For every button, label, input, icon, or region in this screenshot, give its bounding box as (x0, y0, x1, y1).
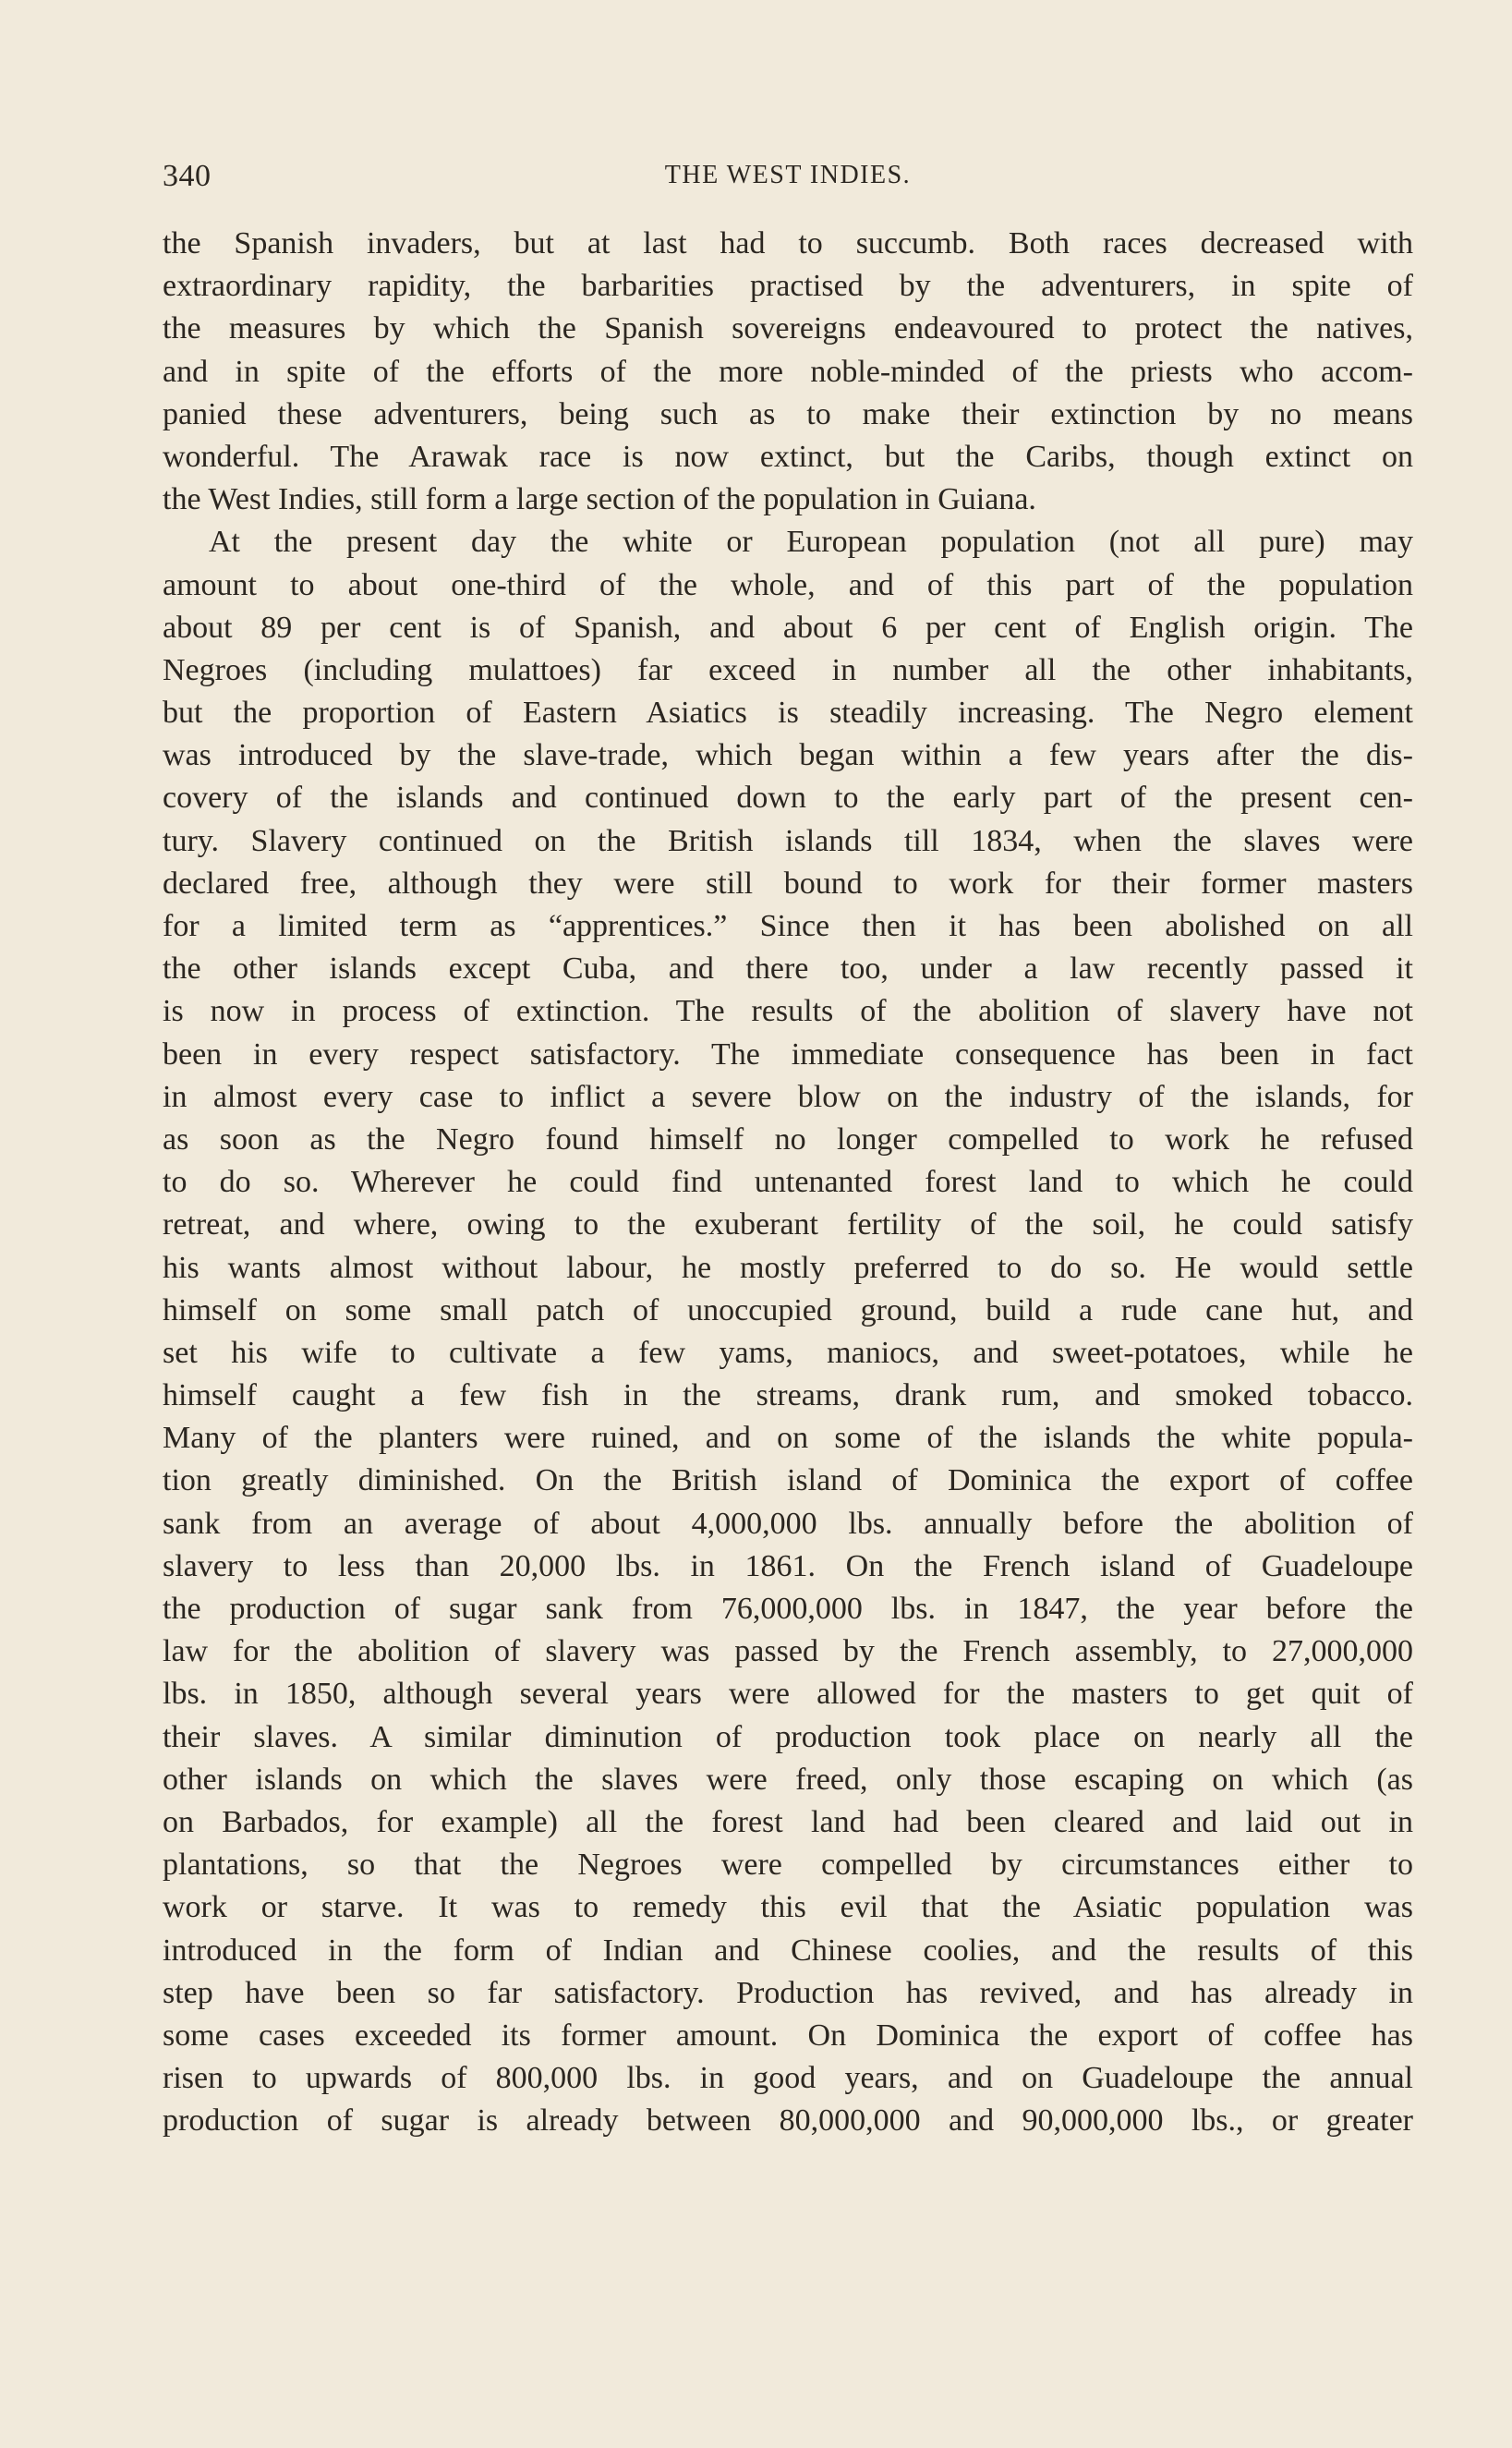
text-line: covery of the islands and continued down to the early part of the present cen- (163, 781, 1413, 816)
text-line: tion greatly diminished. On the British island of Dominica the export of coffee (163, 1463, 1413, 1498)
text-line: and in spite of the efforts of the more noble-minded of the priests who accom- (163, 354, 1413, 389)
text-line: At the present day the white or European population (not all pure) may (209, 525, 1413, 560)
text-line: work or starve. It was to remedy this evil that the Asiatic population was (163, 1890, 1413, 1925)
text-line: tury. Slavery continued on the British islands till 1834, when the slaves were (163, 823, 1413, 858)
text-line: himself on some small patch of unoccupied ground, build a rude cane hut, and (163, 1292, 1413, 1327)
text-line: the measures by which the Spanish sovereigns endeavoured to protect the natives, (163, 311, 1413, 346)
text-line: introduced in the form of Indian and Chinese coolies, and the results of this (163, 1933, 1413, 1968)
text-line: his wants almost without labour, he mostly preferred to do so. He would settle (163, 1250, 1413, 1285)
text-line: lbs. in 1850, although several years were allowed for the masters to get quit of (163, 1677, 1413, 1712)
text-line: law for the abolition of slavery was passed by the French assembly, to 27,000,000 (163, 1634, 1413, 1669)
page-header (163, 159, 1413, 205)
text-line: production of sugar is already between 80,000,000 and 90,000,000 lbs., or greater (163, 2103, 1413, 2139)
text-line: is now in process of extinction. The results of the abolition of slavery have not (163, 994, 1413, 1029)
text-line: Negroes (including mulattoes) far exceed in number all the other inhabitants, (163, 652, 1413, 687)
text-line: the Spanish invaders, but at last had to succumb. Both races decreased with (163, 226, 1413, 261)
text-line: declared free, although they were still bound to work for their former masters (163, 866, 1413, 901)
text-line: step have been so far satisfactory. Production has revived, and has already in (163, 1975, 1413, 2010)
text-line: sank from an average of about 4,000,000 lbs. annually before the abolition of (163, 1506, 1413, 1541)
text-line: in almost every case to inflict a severe blow on the industry of the islands, for (163, 1079, 1413, 1114)
text-line: about 89 per cent is of Spanish, and about 6 per cent of English origin. The (163, 610, 1413, 645)
page-number: 340 (163, 159, 212, 193)
text-line: risen to upwards of 800,000 lbs. in good years, and on Guadeloupe the annual (163, 2061, 1413, 2096)
text-line: was introduced by the slave-trade, which began within a few years after the dis- (163, 738, 1413, 773)
text-line: as soon as the Negro found himself no longer compelled to work he refused (163, 1121, 1413, 1157)
text-line: other islands on which the slaves were freed, only those escaping on which (as (163, 1762, 1413, 1797)
text-line: amount to about one-third of the whole, and of this part of the population (163, 567, 1413, 602)
text-line: for a limited term as “apprentices.” Since then it has been abolished on all (163, 909, 1413, 943)
text-line: been in every respect satisfactory. The immediate consequence has been in fact (163, 1036, 1413, 1072)
text-line: plantations, so that the Negroes were compelled by circumstances either to (163, 1848, 1413, 1883)
text-line: set his wife to cultivate a few yams, maniocs, and sweet-potatoes, while he (163, 1335, 1413, 1370)
text-line: the production of sugar sank from 76,000,000 lbs. in 1847, the year before the (163, 1592, 1413, 1626)
text-line: the West Indies, still form a large section of the population in Guiana. (163, 482, 1036, 517)
text-line: panied these adventurers, being such as to make their extinction by no means (163, 396, 1413, 431)
text-line: wonderful. The Arawak race is now extinct, but the Caribs, though extinct on (163, 439, 1413, 474)
text-line: their slaves. A similar diminution of production took place on nearly all the (163, 1719, 1413, 1754)
text-line: on Barbados, for example) all the forest land had been cleared and laid out in (163, 1804, 1413, 1839)
text-line: himself caught a few fish in the streams, drank rum, and smoked tobacco. (163, 1378, 1413, 1413)
text-line: Many of the planters were ruined, and on some of the islands the white popula- (163, 1421, 1413, 1456)
text-line: extraordinary rapidity, the barbarities practised by the adventurers, in spite of (163, 269, 1413, 304)
text-line: to do so. Wherever he could find untenanted forest land to which he could (163, 1165, 1413, 1200)
body-text (163, 223, 1413, 2142)
text-line: the other islands except Cuba, and there too, under a law recently passed it (163, 951, 1413, 987)
text-line: slavery to less than 20,000 lbs. in 1861. On the French island of Guadeloupe (163, 1548, 1413, 1583)
text-line: but the proportion of Eastern Asiatics is steadily increasing. The Negro element (163, 696, 1413, 731)
running-head: THE WEST INDIES. (664, 161, 912, 189)
text-line: retreat, and where, owing to the exuberant fertility of the soil, he could satisfy (163, 1207, 1413, 1242)
text-line: some cases exceeded its former amount. On Dominica the export of coffee has (163, 2018, 1413, 2053)
